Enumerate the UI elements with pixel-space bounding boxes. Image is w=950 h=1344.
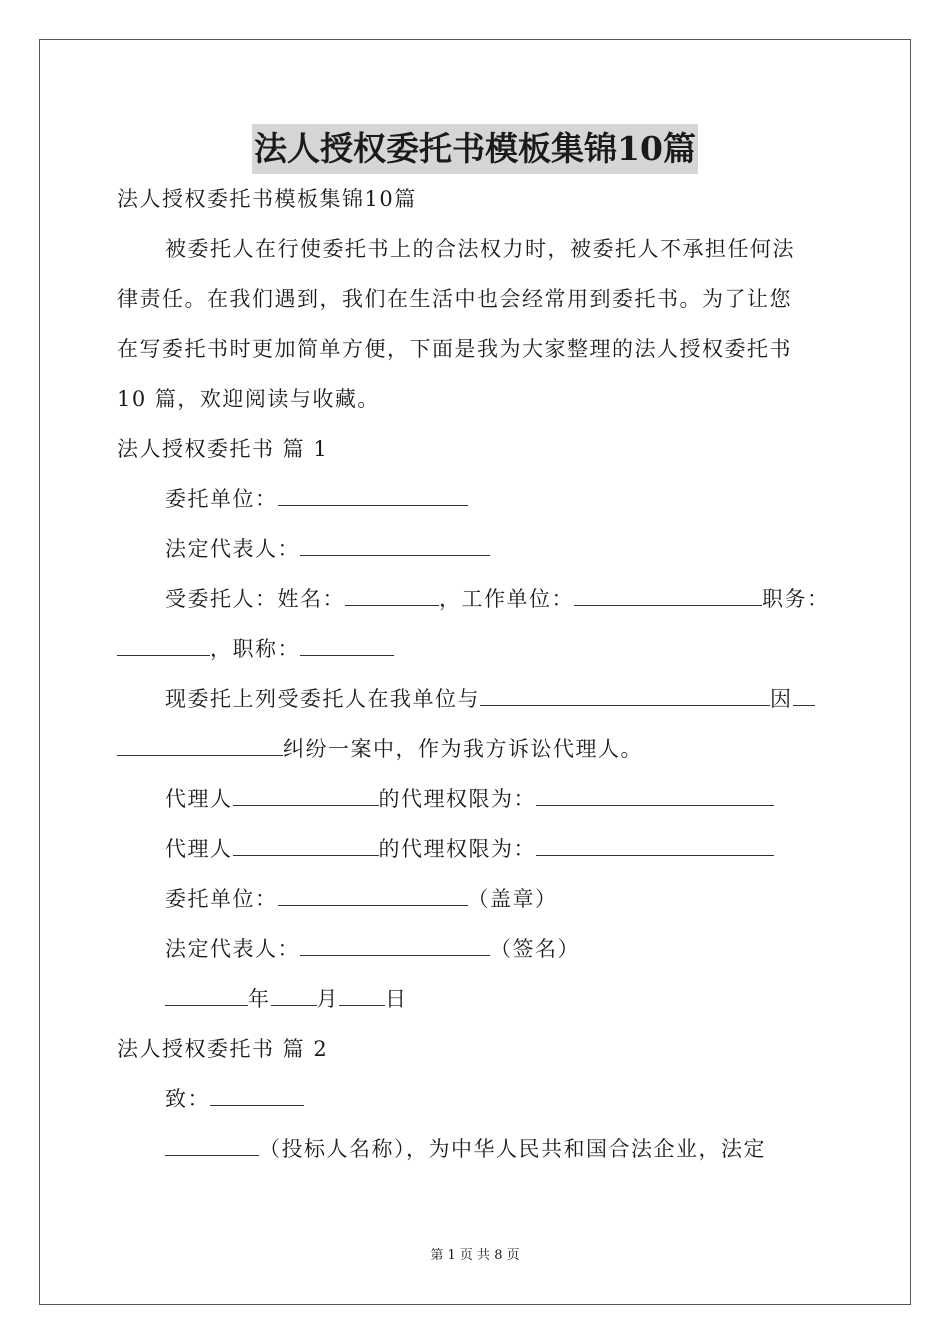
case-because: 因	[770, 687, 793, 711]
intro-line-3: 在写委托书时更加简单方便，下面是我为大家整理的法人授权委托书	[117, 337, 792, 361]
title-container	[0, 124, 950, 174]
intro-line-2: 律责任。在我们遇到，我们在生活中也会经常用到委托书。为了让您	[117, 287, 792, 311]
document-subtitle: 法人授权委托书模板集锦10篇	[117, 187, 417, 211]
proxy-row-2	[165, 834, 774, 864]
position-label: 职务：	[762, 587, 830, 611]
proxy-scope-blank-2	[536, 835, 774, 856]
month-blank	[271, 985, 317, 1006]
sign-rep-label: 法定代表人：	[165, 937, 300, 961]
case-reason-blank-b	[117, 735, 283, 756]
legal-rep-row	[165, 534, 490, 564]
page-border	[39, 39, 911, 1305]
agent-name-label: 受委托人：姓名：	[165, 587, 345, 611]
sign-label: （签名）	[490, 937, 580, 961]
entrusting-unit-row	[165, 484, 468, 514]
document-title: 法人授权委托书模板集锦10篇	[252, 124, 698, 174]
intro-line-1: 被委托人在行使委托书上的合法权力时，被委托人不承担任何法	[165, 237, 795, 261]
case-party-blank	[480, 685, 770, 706]
case-suffix: 纠纷一案中，作为我方诉讼代理人。	[283, 737, 643, 761]
agent-name-blank	[345, 585, 439, 606]
seal-unit-label: 委托单位：	[165, 887, 278, 911]
case-row-cont	[117, 734, 643, 764]
legal-rep-blank	[300, 535, 490, 556]
proxy-scope-label-2: 的代理权限为：	[378, 837, 536, 861]
seal-unit-blank	[278, 885, 468, 906]
proxy-row-1	[165, 784, 774, 814]
proxy-label-1: 代理人	[165, 787, 233, 811]
work-unit-blank	[574, 585, 762, 606]
day-label: 日	[385, 987, 408, 1011]
case-reason-blank-a	[793, 685, 815, 706]
to-blank	[210, 1085, 304, 1106]
agent-row-cont	[117, 634, 394, 664]
day-blank	[339, 985, 385, 1006]
month-label: 月	[316, 987, 339, 1011]
seal-row	[165, 884, 558, 914]
case-prefix: 现委托上列受委托人在我单位与	[165, 687, 480, 711]
entrusting-unit-label: 委托单位：	[165, 487, 278, 511]
case-row	[165, 684, 815, 714]
entrusting-unit-blank	[278, 485, 468, 506]
bidder-text: （投标人名称），为中华人民共和国合法企业，法定	[259, 1137, 766, 1161]
proxy-label-2: 代理人	[165, 837, 233, 861]
to-row	[165, 1084, 304, 1114]
intro-line-4: 10 篇，欢迎阅读与收藏。	[117, 387, 380, 411]
bidder-name-blank	[165, 1135, 259, 1156]
proxy-name-blank-2	[233, 835, 379, 856]
proxy-name-blank-1	[233, 785, 379, 806]
legal-rep-label: 法定代表人：	[165, 537, 300, 561]
date-row	[165, 984, 408, 1014]
year-label: 年	[248, 987, 271, 1011]
proxy-scope-blank-1	[536, 785, 774, 806]
sign-row	[165, 934, 580, 964]
job-title-label: ，职称：	[210, 637, 300, 661]
year-blank	[165, 985, 248, 1006]
to-label: 致：	[165, 1087, 210, 1111]
work-unit-label: ，工作单位：	[439, 587, 574, 611]
sign-rep-blank	[300, 935, 490, 956]
seal-label: （盖章）	[467, 887, 558, 911]
job-title-blank	[300, 635, 394, 656]
position-blank	[117, 635, 210, 656]
section-1-heading: 法人授权委托书 篇 1	[117, 437, 329, 461]
page-number: 第 1 页 共 8 页	[430, 1248, 520, 1263]
agent-row	[165, 584, 830, 614]
proxy-scope-label-1: 的代理权限为：	[378, 787, 536, 811]
section-2-heading: 法人授权委托书 篇 2	[117, 1037, 329, 1061]
bidder-row	[165, 1134, 766, 1164]
